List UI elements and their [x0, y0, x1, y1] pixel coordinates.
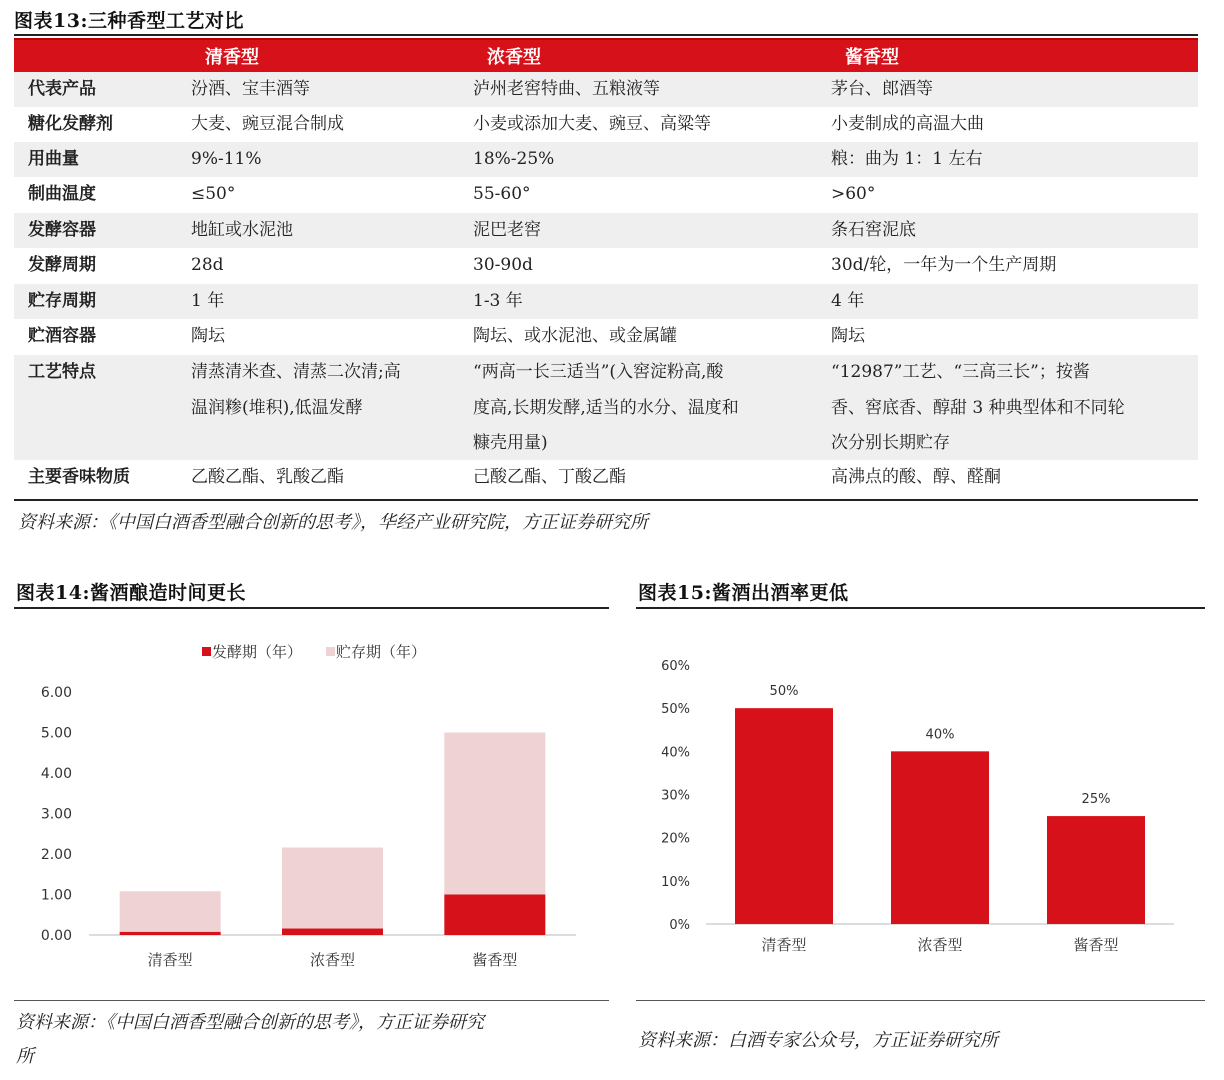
row-label: 贮酒容器	[28, 326, 96, 346]
x-tick-label: 酱香型	[1073, 936, 1119, 954]
bar-segment	[282, 929, 383, 935]
row-label: 代表产品	[28, 79, 96, 99]
x-tick-label: 清香型	[761, 936, 807, 954]
y-tick-label: 4.00	[40, 766, 72, 782]
y-tick-label: 5.00	[40, 725, 72, 742]
fig14-chart	[14, 612, 614, 992]
table-cell: 泥巴老窖	[473, 220, 541, 240]
y-tick-label: 1.00	[40, 887, 72, 904]
fig15-bottom-rule	[636, 1000, 1205, 1001]
table-row	[14, 142, 1198, 177]
table-cell: >60°	[831, 184, 876, 204]
table-cell: 乙酸乙酯、乳酸乙酯	[191, 467, 344, 487]
table-cell: 1 年	[191, 291, 225, 311]
cell-line: “两高一长三适当”(入窖淀粉高,酸	[473, 362, 724, 382]
y-tick-label: 40%	[661, 745, 690, 761]
table-cell: 大麦、豌豆混合制成	[191, 114, 344, 134]
cell-line: “12987”工艺、“三高三长”；按酱	[831, 362, 1090, 382]
table-cell: 条石窖泥底	[831, 220, 916, 240]
table-cell: 小麦制成的高温大曲	[831, 114, 984, 134]
legend-label: 贮存期（年）	[336, 643, 427, 661]
table-bottom-rule	[14, 499, 1198, 501]
row-label: 工艺特点	[28, 362, 96, 382]
table-cell: 陶坛、或水泥池、或金属罐	[473, 326, 677, 346]
table-cell: 18%-25%	[473, 149, 555, 169]
fig14-source-line1: 资料来源：《中国白酒香型融合创新的思考》，方正证券研究	[16, 1012, 484, 1033]
table-row	[14, 460, 1198, 494]
process-comparison-table	[14, 38, 1198, 494]
table-cell: 地缸或水泥池	[191, 220, 293, 240]
cell-line: 度高,长期发酵,适当的水分、温度和	[473, 397, 739, 418]
fig14-source-line2: 所	[16, 1046, 34, 1067]
row-label: 糖化发酵剂	[28, 114, 113, 134]
x-tick-label: 清香型	[147, 951, 193, 969]
table-cell: 汾酒、宝丰酒等	[191, 79, 310, 99]
data-label: 50%	[769, 684, 799, 700]
table-cell	[817, 355, 1198, 462]
fig14-bottom-rule	[14, 1000, 609, 1001]
table-cell: 30-90d	[473, 255, 533, 275]
table-row	[14, 319, 1198, 355]
bar	[891, 751, 989, 924]
row-label: 制曲温度	[28, 184, 96, 204]
fig15-rule	[636, 607, 1205, 609]
legend-label: 发酵期（年）	[212, 643, 303, 661]
table-cell: 陶坛	[191, 326, 225, 346]
header-cell: 浓香型	[487, 47, 541, 68]
row-label: 贮存周期	[28, 291, 96, 311]
x-tick-label: 酱香型	[472, 951, 518, 969]
bar-segment	[120, 891, 221, 932]
y-tick-label: 6.00	[40, 685, 72, 701]
legend-swatch	[202, 647, 211, 656]
table-row	[14, 107, 1198, 142]
fig14-title: 图表14:酱酒酿造时间更长	[16, 582, 246, 604]
table-cell: 小麦或添加大麦、豌豆、高粱等	[473, 114, 711, 134]
table-cell: 28d	[191, 255, 224, 275]
title-rule	[14, 34, 1198, 36]
table-cell	[459, 355, 817, 462]
header-cell: 酱香型	[845, 47, 899, 68]
table-row	[14, 72, 1198, 107]
legend-swatch	[326, 647, 335, 656]
table-row	[14, 284, 1198, 319]
cell-line: 次分别长期贮存	[831, 433, 950, 453]
bar-segment	[444, 733, 545, 895]
table-row	[14, 213, 1198, 248]
cell-line: 香、窖底香、醇甜 3 种典型体和不同轮	[831, 397, 1125, 418]
fig15-chart	[634, 612, 1209, 992]
table-cell: 1-3 年	[473, 291, 523, 311]
cell-line: 糠壳用量)	[473, 433, 548, 453]
data-label: 40%	[925, 727, 955, 743]
table-cell: 55-60°	[473, 184, 531, 204]
table-cell: 陶坛	[831, 326, 865, 346]
fig15-source: 资料来源：白酒专家公众号，方正证券研究所	[638, 1030, 998, 1051]
y-tick-label: 3.00	[40, 806, 72, 823]
table-row	[14, 177, 1198, 213]
y-tick-label: 30%	[661, 788, 690, 804]
bar-segment	[444, 895, 545, 936]
table-cell	[177, 355, 459, 426]
y-tick-label: 0%	[669, 918, 690, 933]
row-label: 发酵周期	[28, 255, 96, 275]
table-cell: 茅台、郎酒等	[831, 79, 933, 99]
table-body	[14, 72, 1198, 494]
table-cell: 30d/轮，一年为一个生产周期	[831, 255, 1057, 275]
table-cell: 粮：曲为 1：1 左右	[831, 149, 983, 169]
y-tick-label: 60%	[661, 659, 690, 674]
table-cell: 泸州老窖特曲、五粮液等	[473, 79, 660, 99]
y-tick-label: 2.00	[40, 847, 72, 863]
table-header	[14, 38, 1198, 72]
bar-segment	[282, 848, 383, 929]
table-cell: 9%-11%	[191, 149, 262, 169]
bar	[1047, 816, 1145, 924]
bar	[735, 708, 833, 924]
row-label: 主要香味物质	[28, 467, 130, 487]
bar-segment	[120, 932, 221, 935]
cell-line: 温润糁(堆积),低温发酵	[191, 397, 363, 418]
y-tick-label: 20%	[661, 831, 690, 847]
row-label: 用曲量	[28, 149, 79, 169]
table-row	[14, 248, 1198, 284]
table-source: 资料来源：《中国白酒香型融合创新的思考》，华经产业研究院，方正证券研究所	[18, 512, 648, 533]
table-cell: 高沸点的酸、醇、醛酮	[831, 467, 1001, 487]
x-tick-label: 浓香型	[917, 936, 963, 954]
y-tick-label: 0.00	[40, 928, 72, 944]
table-cell: ≤50°	[191, 184, 236, 204]
cell-line: 清蒸清米查、清蒸二次清;高	[191, 362, 401, 382]
y-tick-label: 50%	[661, 702, 690, 718]
fig14-rule	[14, 607, 609, 609]
table-title: 图表13:三种香型工艺对比	[14, 10, 244, 32]
y-tick-label: 10%	[661, 874, 690, 890]
fig15-title: 图表15:酱酒出酒率更低	[638, 582, 849, 604]
data-label: 25%	[1081, 792, 1111, 808]
row-label: 发酵容器	[28, 220, 96, 240]
header-cell: 清香型	[205, 47, 259, 68]
table-cell: 己酸乙酯、丁酸乙酯	[473, 467, 626, 487]
table-cell: 4 年	[831, 291, 865, 311]
x-tick-label: 浓香型	[309, 951, 356, 969]
table-row	[14, 355, 1198, 460]
